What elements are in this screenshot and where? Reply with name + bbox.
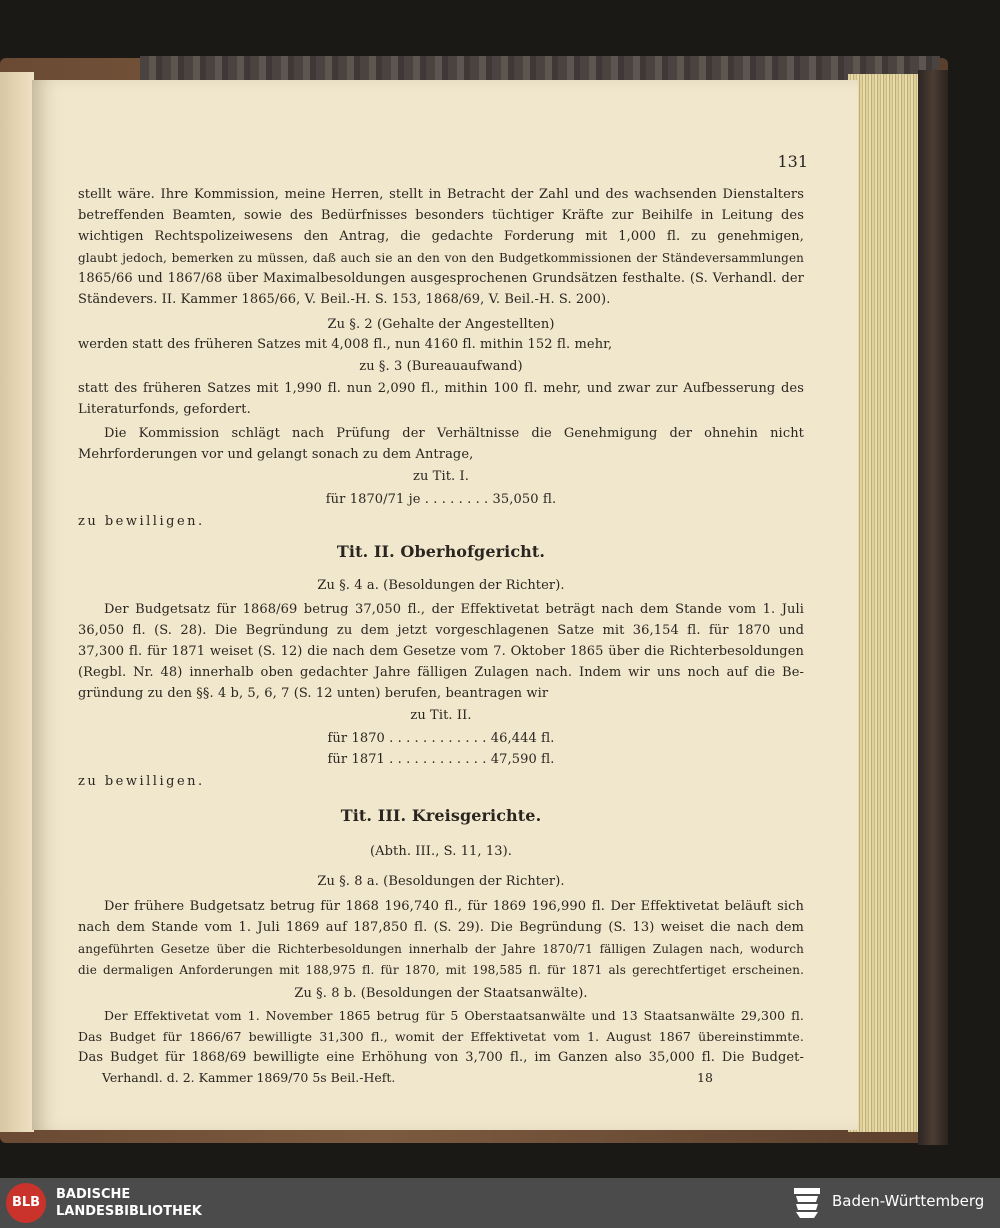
state-name[interactable]: Baden-Württemberg [832, 1192, 985, 1210]
text-line: Der Budgetsatz für 1868/69 betrug 37,050 fl., der Effektivetat beträgt nach dem Stande vom 1. Juli [104, 602, 804, 617]
lions-crest-icon [792, 1186, 822, 1220]
text-line: Das Budget für 1868/69 bewilligte eine Erhöhung von 3,700 fl., im Ganzen also 35,000 fl. Die Budget- [78, 1050, 804, 1065]
page-number: 131 [777, 152, 808, 171]
amount-line: für 1871 . . . . . . . . . . . . 47,590 fl. [327, 752, 555, 767]
left-page-edge [0, 72, 34, 1132]
text-line: zu bewilligen. [78, 514, 205, 529]
section-subheading: zu Tit. II. [410, 708, 472, 723]
text-line: die dermaligen Anforderungen mit 188,975 fl. für 1870, mit 198,585 fl. für 1871 als gerechtfertiget erscheinen. [78, 963, 804, 977]
library-name[interactable] [56, 1186, 202, 1220]
text-line: 36,050 fl. (S. 28). Die Begründung zu dem jetzt vorgeschlagenen Satze mit 36,154 fl. für 1870 und [78, 623, 804, 638]
document-page [32, 80, 858, 1130]
section-subheading: zu §. 3 (Bureauaufwand) [359, 359, 523, 374]
book-cover-edge [140, 56, 940, 82]
title-tit-ii: Tit. II. Oberhofgericht. [336, 543, 546, 561]
text-line: betreffenden Beamten, sowie des Bedürfnisses besonders tüchtiger Kräfte zur Beihilfe in Leitung des [78, 208, 804, 223]
page-footer-signature: 18 [697, 1070, 713, 1085]
section-subheading: Zu §. 8 b. (Besoldungen der Staatsanwälte). [294, 986, 588, 1001]
text-line: (Regbl. Nr. 48) innerhalb oben gedachter Jahre fälligen Zulagen nach. Indem wir uns noch auf die Be- [78, 665, 804, 680]
section-subheading: Zu §. 2 (Gehalte der Angestellten) [327, 317, 555, 332]
page-block-edge [848, 74, 918, 1132]
text-line: Der Effektivetat vom 1. November 1865 betrug für 5 Oberstaatsanwälte und 13 Staatsanwälte 29,300 fl. [104, 1008, 804, 1023]
text-line: werden statt des früheren Satzes mit 4,008 fl., nun 4160 fl. mithin 152 fl. mehr, [78, 337, 613, 352]
text-line: Literaturfonds, gefordert. [78, 402, 251, 417]
text-line: Mehrforderungen vor und gelangt sonach zu dem Antrage, [78, 447, 474, 462]
book-spine [918, 70, 948, 1145]
text-line: Das Budget für 1866/67 bewilligte 31,300 fl., womit der Effektivetat vom 1. August 1867 übereinstimmte. [78, 1029, 804, 1044]
text-line: Ständevers. II. Kammer 1865/66, V. Beil.-H. S. 153, 1868/69, V. Beil.-H. S. 200). [78, 292, 611, 307]
text-line: statt des früheren Satzes mit 1,990 fl. nun 2,090 fl., mithin 100 fl. mehr, und zwar zur Aufbesserung des [78, 381, 804, 396]
text-line: 37,300 fl. für 1871 weiset (S. 12) die nach dem Gesetze vom 7. Oktober 1865 über die Richterbesoldungen [78, 644, 804, 659]
text-line: wichtigen Rechtspolizeiwesens den Antrag, die gedachte Forderung mit 1,000 fl. zu genehmigen, [78, 229, 804, 244]
amount-line: für 1870/71 je . . . . . . . . 35,050 fl. [325, 492, 557, 507]
text-line: gründung zu den §§. 4 b, 5, 6, 7 (S. 12 unten) berufen, beantragen wir [78, 686, 549, 701]
section-subheading: Zu §. 4 a. (Besoldungen der Richter). [317, 578, 565, 593]
text-line: nach dem Stande vom 1. Juli 1869 auf 187,850 fl. (S. 29). Die Begründung (S. 13) weiset die nach dem [78, 920, 804, 935]
text-line: stellt wäre. Ihre Kommission, meine Herren, stellt in Betracht der Zahl und des wachsenden Dienstalters [78, 187, 804, 202]
blb-logo[interactable]: BLB [6, 1183, 46, 1223]
page-footer-source: Verhandl. d. 2. Kammer 1869/70 5s Beil.-Heft. [102, 1070, 396, 1085]
section-subheading: (Abth. III., S. 11, 13). [369, 844, 513, 859]
amount-line: für 1870 . . . . . . . . . . . . 46,444 fl. [327, 731, 555, 746]
text-line: glaubt jedoch, bemerken zu müssen, daß auch sie an den von den Budgetkommissionen der Ständeversammlungen [78, 251, 804, 265]
library-name-line2: LANDESBIBLIOTHEK [56, 1204, 202, 1219]
text-line: Der frühere Budgetsatz betrug für 1868 196,740 fl., für 1869 196,990 fl. Der Effektivetat beläuft sich [104, 899, 804, 914]
library-name-line1: BADISCHE [56, 1187, 131, 1202]
section-subheading: zu Tit. I. [413, 469, 469, 484]
text-line: zu bewilligen. [78, 774, 205, 789]
library-banner [0, 1178, 1000, 1228]
text-line: 1865/66 und 1867/68 über Maximalbesoldungen ausgesprochenen Grundsätzen festhalte. (S. Verhandl. der [78, 271, 804, 286]
text-line: Die Kommission schlägt nach Prüfung der Verhältnisse die Genehmigung der ohnehin nicht [104, 426, 804, 441]
section-subheading: Zu §. 8 a. (Besoldungen der Richter). [317, 874, 565, 889]
title-tit-iii: Tit. III. Kreisgerichte. [340, 807, 542, 825]
text-line: angeführten Gesetze über die Richterbesoldungen innerhalb der Jahre 1870/71 fälligen Zulagen nach, wodurch [78, 942, 804, 956]
